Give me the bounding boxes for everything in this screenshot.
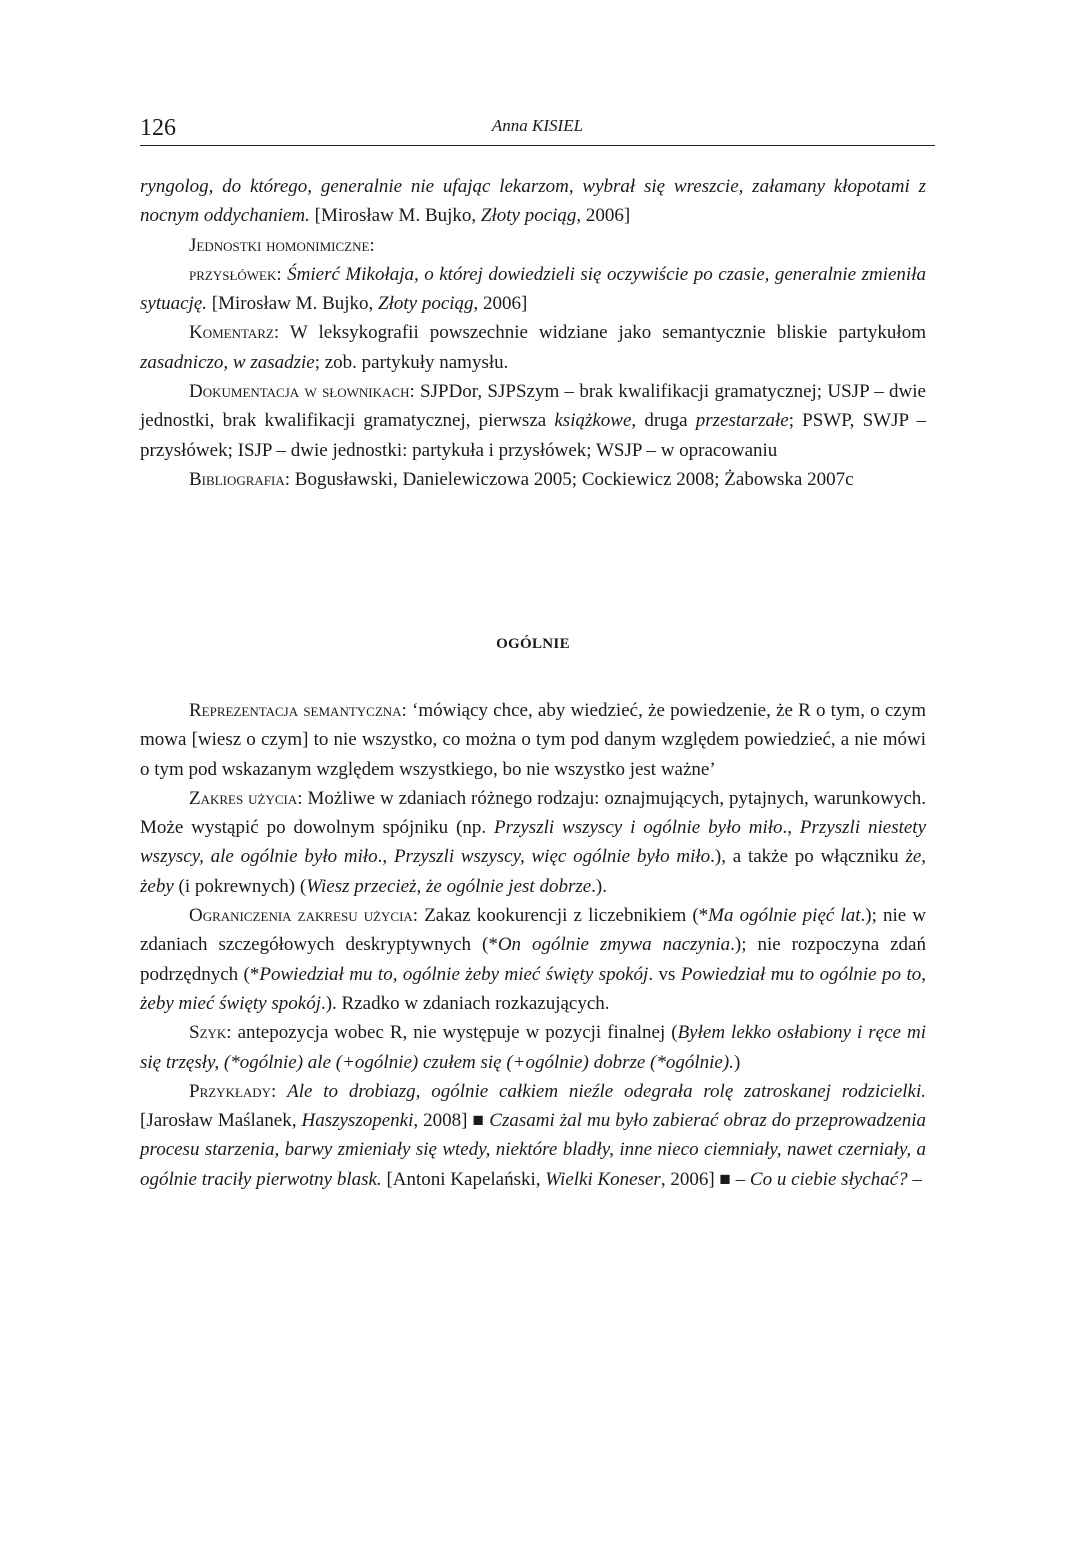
entry-ogolnie — [140, 696, 926, 1194]
examples: Przykłady: Ale to drobiazg, ogólnie całkiem nieźle odegrała rolę zatroskanej rodzicielki. [Jarosław Maślanek, Haszyszopenki, 2008] ■ Czasami żal mu było zabierać obraz do przeprowadzenia procesu starzenia, barwy zmieniały się wtedy, niektóre bladły, inne nieco ciemniały, nawet czerniały, a ogólnie traciły pierwotny blask. [Antoni Kapelański, Wielki Koneser, 2006] ■ – Co u ciebie słychać? – — [140, 1080, 926, 1190]
source-text: [Mirosław M. Bujko, — [309, 205, 481, 227]
section-label: Komentarz: — [189, 322, 280, 344]
page-number: 126 — [140, 115, 176, 141]
dictionary-documentation: Dokumentacja w słownikach: SJPDor, SJPSzym – brak kwalifikacji gramatycznej; USJP – dwie jednostki, brak kwalifikacji gramatycznej, pierwsza książkowe, druga przestarzałe; PSWP, SWJP – przysłówek; ISJP – dwie jednostki: partykuła i przysłówek; WSJP – w opracowaniu — [140, 381, 927, 461]
commentary: Komentarz: W leksykografii powszechnie widziane jako semantycznie bliskie partykułom zasadniczo, w zasadzie; zob. partykuły namysłu. — [140, 322, 926, 373]
bibliography: Bibliografia: Bogusławski, Danielewiczowa 2005; Cockiewicz 2008; Żabowska 2007c — [189, 468, 854, 490]
entry-continuation — [140, 172, 926, 494]
source-year: , 2006] — [473, 293, 528, 315]
section-label: Ograniczenia zakresu użycia: — [189, 905, 419, 927]
running-header — [140, 113, 935, 146]
usage-scope: Zakres użycia: Możliwe w zdaniach różnego rodzaju: oznajmujących, pytajnych, warunkowych. Może wystąpić po dowolnym spójniku (np. Przyszli wszyscy i ogólnie było miło., Przyszli niestety wszyscy, ale ogólnie było miło., Przyszli wszyscy, więc ogólnie było miło.), a także po włączniku że, żeby (i pokrewnych) (Wiesz przecież, że ogólnie jest dobrze.). — [140, 787, 927, 897]
homonymic-units — [140, 231, 926, 260]
section-label: Przykłady: — [189, 1080, 277, 1102]
section-label: Dokumentacja w słownikach: — [189, 381, 415, 403]
section-label: Zakres użycia: — [189, 787, 303, 809]
usage-restrictions: Ograniczenia zakresu użycia: Zakaz kookurencji z liczebnikiem (*Ma ogólnie pięć lat.); nie w zdaniach szczegółowych deskryptywnych (*On ogólnie zmywa naczynia.); nie rozpoczyna zdań podrzędnych (*Powiedział mu to, ogólnie żeby mieć święty spokój. vs Powiedział mu to ogólnie po to, żeby mieć święty spokój.). Rzadko w zdaniach rozkazujących. — [140, 905, 926, 1014]
section-label: Bibliografia: — [189, 468, 291, 490]
source-title: Złoty pociąg — [378, 293, 474, 315]
section-label: Szyk: — [189, 1022, 232, 1044]
source-year: , 2006] — [576, 205, 631, 227]
running-author: Anna KISIEL — [491, 116, 584, 135]
entry-heading: OGÓLNIE — [496, 636, 570, 652]
semantic-representation: Reprezentacja semantyczna: ‘mówiący chce, aby wiedzieć, że powiedzenie, że R o tym, o czym mowa [wiesz o czym] to nie wszystko, co można o tym pod danym względem powiedzieć, a nie mówi o tym pod wskazanym względem wszystkiego, bo nie wszystko jest ważne’ — [140, 700, 926, 780]
adverb-example — [140, 260, 926, 319]
section-label: Jednostki homonimiczne: — [189, 234, 375, 256]
word-order: Szyk: antepozycja wobec R, nie występuje w pozycji finalnej (Byłem lekko osłabiony i ręce mi się trzęsły, (*ogólnie) ale (+ogólnie) czułem się (+ogólnie) dobrze (*ogólnie).) — [140, 1022, 926, 1073]
section-label: Reprezentacja semantyczna: — [189, 700, 407, 721]
example-continued — [140, 172, 926, 231]
example-text: ryngolog, do którego, generalnie nie ufając lekarzom, wybrał się wreszcie, załamany kłopotami z nocnym oddychaniem. — [140, 176, 926, 227]
section-label: przysłówek: — [189, 263, 282, 285]
source-title: Złoty pociąg — [480, 205, 577, 227]
source-text: [Mirosław M. Bujko, — [207, 293, 379, 315]
example-text: Śmierć Mikołaja, o której dowiedzieli się oczywiście po czasie, generalnie zmieniła sytuację. — [140, 263, 926, 315]
